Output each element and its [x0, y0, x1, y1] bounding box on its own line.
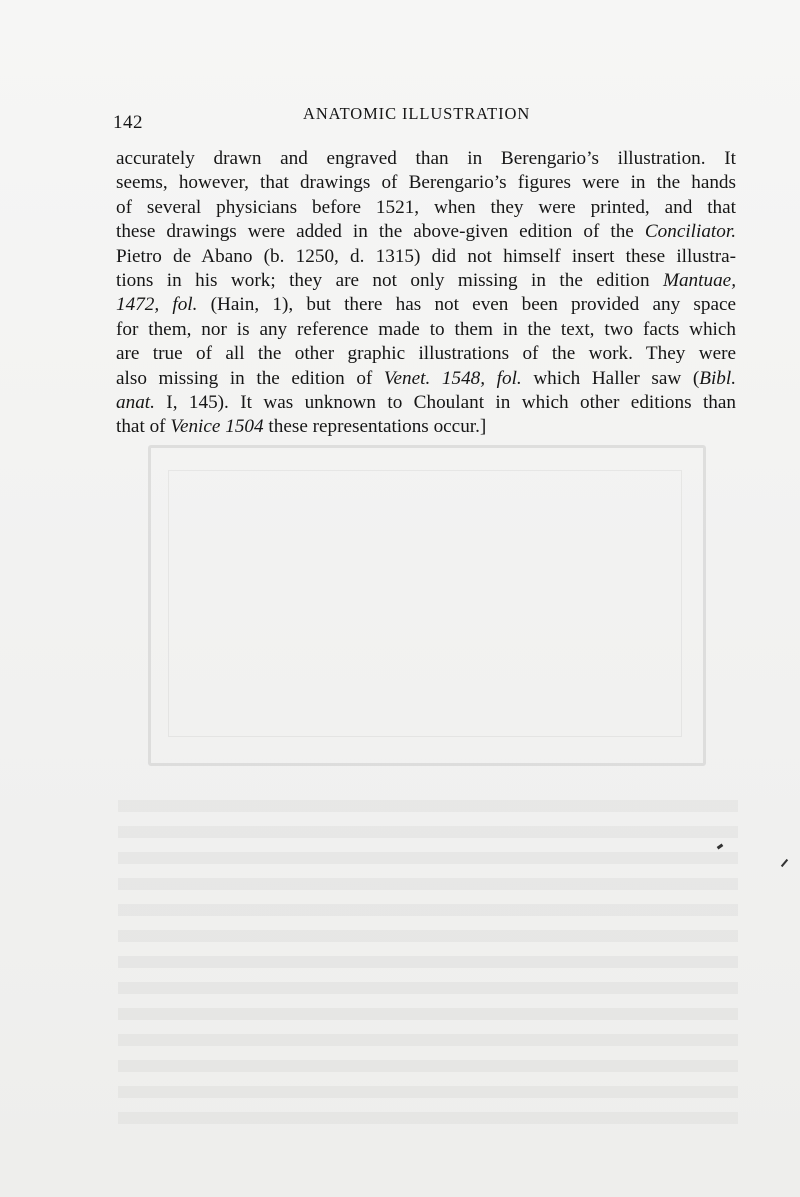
- text-run: accurately drawn and engraved than in Berengario’s illustration. It: [116, 148, 736, 169]
- text-line: [116, 245, 736, 269]
- text-run: these drawings were added in the above-given edition of the: [116, 221, 645, 243]
- text-line: [116, 147, 736, 171]
- text-run: of several physicians before 1521, when they were printed, and that: [116, 196, 736, 218]
- text-line: [116, 196, 736, 220]
- text-run: these representations occur.]: [263, 416, 487, 438]
- text-line: [116, 171, 736, 195]
- text-run: are true of all the other graphic illustrations of the work. They were: [116, 343, 736, 365]
- text-line: [116, 318, 736, 342]
- text-line: [116, 293, 736, 317]
- text-line: [116, 391, 736, 415]
- text-run: which Haller saw (: [521, 367, 700, 389]
- italic-text: Conciliator.: [644, 221, 736, 243]
- italic-text: Venet. 1548, fol.: [383, 367, 522, 389]
- text-line: [116, 342, 736, 366]
- text-run: seems, however, that drawings of Berengario’s figures were in the hands: [116, 172, 736, 194]
- page-number: 142: [113, 112, 143, 133]
- running-title: ANATOMIC ILLUSTRATION: [303, 104, 531, 123]
- text-run: Pietro de Abano (b. 1250, d. 1315) did not himself insert these illustra-: [116, 245, 736, 267]
- running-head: [113, 102, 735, 132]
- text-line: [116, 415, 736, 439]
- text-run: also missing in the edition of: [116, 367, 384, 389]
- italic-text: Mantuae,: [662, 269, 736, 291]
- text-run: that of: [116, 416, 171, 438]
- text-line: [116, 220, 736, 244]
- italic-text: 1472, fol.: [116, 294, 198, 316]
- text-run: for them, nor is any reference made to them in the text, two facts which: [116, 318, 736, 340]
- italic-text: Bibl.: [699, 367, 736, 389]
- text-line: [116, 269, 736, 293]
- text-line: [116, 367, 736, 391]
- italic-text: anat.: [116, 391, 155, 413]
- text-run: I, 145). It was unknown to Choulant in which other editions than: [154, 391, 736, 413]
- text-run: (Hain, 1), but there has not even been provided any space: [197, 294, 737, 316]
- italic-text: Venice 1504: [170, 416, 264, 438]
- text-run: tions in his work; they are not only missing in the edition: [116, 269, 663, 291]
- body-paragraph: [116, 147, 736, 440]
